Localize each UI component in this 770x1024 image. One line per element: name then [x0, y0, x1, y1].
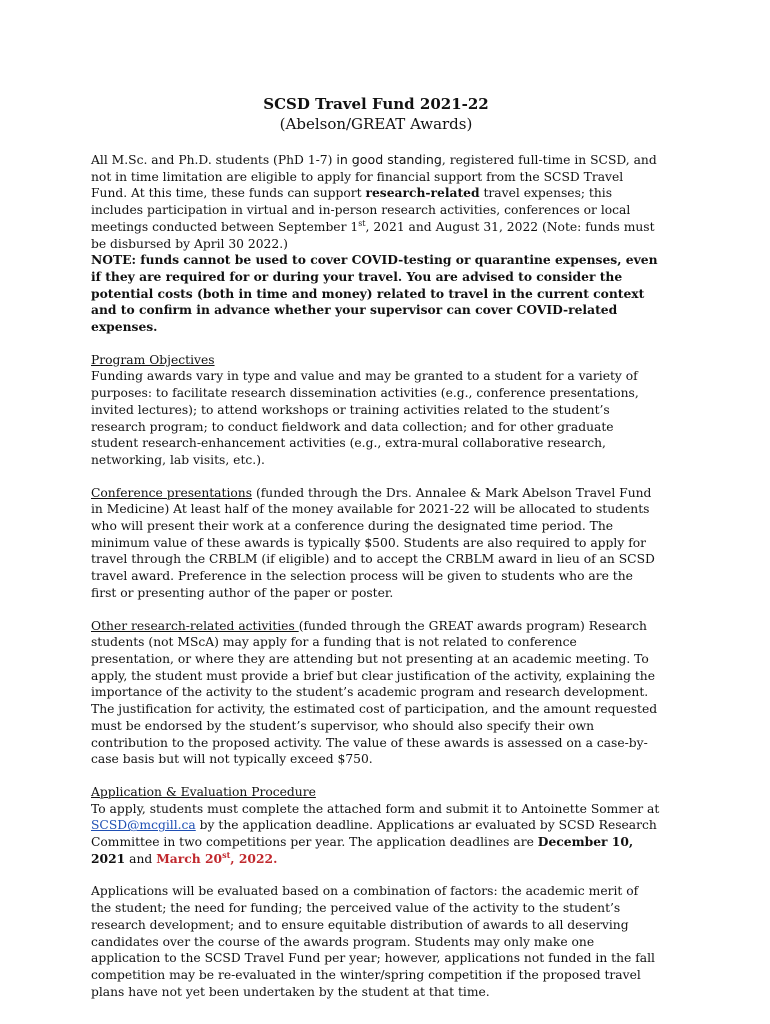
- intro-text-1: All M.Sc. and Ph.D. students (PhD 1-7): [91, 153, 337, 167]
- title-block: [91, 94, 661, 134]
- other-activities-body: (funded through the GREAT awards program) Research students (not MScA) may apply for a funding that is not related to conference presentation, or where they are attending but not presenting at an academic meeting. To apply, the student must provide a brief but clear justification of the activity, explaining the importance of the activity to the student’s academic program and research development. The justification for activity, the estimated cost of participation, and the amount requested must be endorsed by the student’s supervisor, who should also specify their own contribution to the proposed activity. The value of these awards is assessed on a case-by-case basis but will not typically exceed $750.: [91, 618, 658, 767]
- objectives-body: Funding awards vary in type and value and may be granted to a student for a variety of purposes: to facilitate research dissemination activities (e.g., conference presentations, invited lectures); to attend workshops or training activities related to the student’s research program; to conduct fieldwork and data collection; and for other graduate student research-enhancement activities (e.g., extra-mural collaborative research, networking, lab visits, etc.).: [91, 369, 639, 467]
- deadline-winter-date: March 20: [156, 850, 223, 866]
- intro-text-6: , 2021 and August 31, 2022 (Note: funds must be disbursed by April 30 2022.): [91, 219, 655, 251]
- intro-superscript: st: [358, 218, 366, 228]
- deadline-winter-year: , 2022.: [230, 850, 278, 866]
- other-activities-heading: Other research-related activities: [91, 618, 299, 633]
- document-content: [91, 94, 661, 1016]
- email-link[interactable]: SCSD@mcgill.ca: [91, 818, 196, 833]
- application-text-3: and: [125, 851, 157, 866]
- application-section: [91, 784, 661, 868]
- objectives-heading: Program Objectives: [91, 352, 215, 367]
- conference-body: (funded through the Drs. Annalee & Mark Abelson Travel Fund in Medicine) At least half of the money available for 2021-22 will be allocated to students who will present their work at a conference during the designated time period. The minimum value of these awards is typically $500. Students are also required to apply for travel through the CRBLM (if eligible) and to accept the CRBLM award in lieu of an SCSD travel award. Preference in the selection process will be given to students who are the first or presenting author of the paper or poster.: [91, 485, 655, 600]
- conference-heading: Conference presentations: [91, 485, 253, 500]
- other-activities-section: [91, 618, 661, 768]
- document-title: SCSD Travel Fund 2021-22: [263, 95, 489, 113]
- deadline-winter: [156, 851, 277, 866]
- deadline-fall: December 10, 2021: [91, 834, 634, 866]
- intro-paragraph: [91, 152, 661, 336]
- document-subtitle: (Abelson/GREAT Awards): [279, 115, 473, 133]
- application-text-1: To apply, students must complete the attached form and submit it to Antoinette Sommer at: [91, 801, 660, 816]
- intro-research-related: research-related: [365, 185, 480, 201]
- application-text-2: by the application deadline. Applications ar evaluated by SCSD Research Committee in two competitions per year. The application deadlines are: [91, 818, 657, 850]
- intro-good-standing: in good standing: [336, 152, 442, 167]
- objectives-section: [91, 352, 661, 469]
- evaluation-paragraph: Applications will be evaluated based on a combination of factors: the academic merit of the student; the need for funding; the perceived value of the activity to the student’s research development; and to ensure equitable distribution of awards to all deserving candidates over the course of the awards program. Students may only make one application to the SCSD Travel Fund per year; however, applications not funded in the fall competition may be re-evaluated in the winter/spring competition if the proposed travel plans have not yet been undertaken by the student at that time.: [91, 884, 655, 999]
- intro-text-5: travel expenses; this includes participation in virtual and in-person research activities, conferences or local meetings conducted between September 1: [91, 186, 631, 234]
- covid-note: NOTE: funds cannot be used to cover COVID-testing or quarantine expenses, even if they are required for or during your travel. You are advised to consider the potential costs (both in time and money) related to travel in the current context and to confirm in advance whether your supervisor can cover COVID-related expenses.: [91, 252, 658, 335]
- application-heading: Application & Evaluation Procedure: [91, 784, 316, 799]
- intro-text-3: , registered full-time in SCSD, and not in time limitation are eligible to apply for financial support from the SCSD Travel Fund. At this time, these funds can support: [91, 153, 657, 201]
- deadline-winter-superscript: st: [222, 849, 231, 860]
- conference-section: [91, 485, 661, 602]
